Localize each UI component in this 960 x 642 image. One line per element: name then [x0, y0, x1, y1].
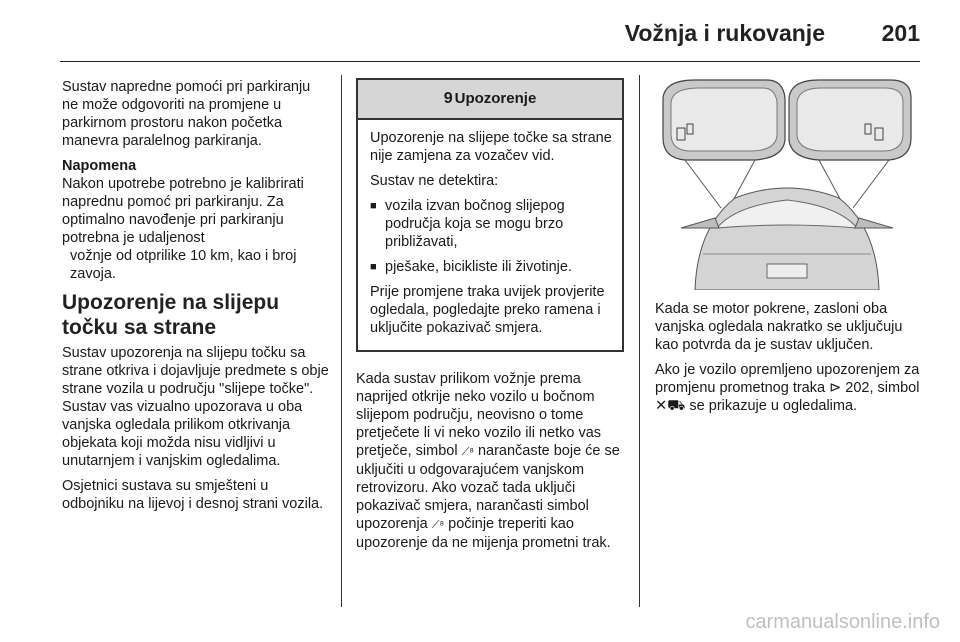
paragraph — [655, 361, 923, 415]
intro-paragraph: Sustav napredne pomoći pri parkiranju ne može odgovoriti na promjene u parkirnom prostoru nakon početka manevra paralelnog parkiranja. — [62, 79, 311, 149]
list-item-text: pješake, bicikliste ili životinje. — [385, 259, 572, 275]
warning-text: Prije promjene traka uvijek provjerite ogledala, pogledajte preko ramena i uključite pokazivač smjera. — [370, 284, 605, 336]
page-reference-icon: ⊳ — [829, 380, 842, 396]
section-title: Vožnja i rukovanje — [624, 20, 825, 46]
blind-spot-symbol-icon: ⟋⁸ — [461, 446, 474, 458]
warning-text: Sustav ne detektira: — [370, 173, 499, 189]
paragraph: Sustav upozorenja na slijepu točku sa strane otkriva i dojavljuje predmete s obje strane vozila u području "slijepe točke". Sustav vas vizualno upozorava u oba vanjska ogledala prilikom otkrivanja objekata koji možda nisu vidljivi u unutarnjem i vanjskim ogledalima. — [62, 345, 329, 469]
note-heading: Napomena — [62, 158, 137, 174]
note-text: Nakon upotrebe potrebno je kalibrirati naprednu pomoć pri parkiranju. Za optimalno navođenje pri parkiranju potrebna je udaljenost — [62, 176, 304, 246]
page-header — [0, 0, 960, 62]
mirrors-illustration — [655, 78, 919, 290]
bullet-square-icon: ■ — [370, 261, 377, 273]
paragraph-part: se prikazuje u ogledalima. — [689, 398, 858, 414]
page-reference[interactable]: 202, simbol — [845, 380, 920, 396]
list-item — [370, 258, 612, 276]
note-text-cont: vožnje od otprilike 10 km, kao i broj zavoja. — [70, 248, 297, 282]
watermark: carmanualsonline.info — [745, 611, 940, 633]
section-heading: Upozorenje na slijepu točku sa strane — [62, 291, 280, 339]
column-middle — [356, 78, 624, 559]
paragraph: Osjetnici sustava su smješteni u odbojniku na lijevoj i desnoj strani vozila. — [62, 478, 324, 512]
warning-body — [358, 120, 622, 350]
list-item — [370, 197, 612, 251]
bullet-square-icon: ■ — [370, 200, 377, 212]
blind-spot-symbol-icon: ⟋⁸ — [431, 519, 445, 531]
warning-header — [358, 80, 622, 120]
page-number: 201 — [881, 20, 920, 46]
warning-title: Upozorenje — [454, 90, 537, 107]
paragraph-part: počinje treperiti kao upozorenje da ne mijenja prometni trak. — [356, 516, 611, 551]
warning-box — [356, 78, 624, 352]
warning-text: Upozorenje na slijepe točke sa strane nije zamjena za vozačev vid. — [370, 130, 612, 164]
header-rule — [60, 61, 920, 62]
lane-change-symbol-icon: ✕⛟ — [655, 398, 686, 414]
paragraph: Kada se motor pokrene, zasloni oba vanjska ogledala nakratko se uključuju kao potvrda da je sustav uključen. — [655, 301, 903, 353]
column-left — [62, 78, 330, 520]
column-divider — [341, 75, 342, 607]
paragraph — [356, 370, 624, 552]
paragraph-part: Ako je vozilo opremljeno upozorenjem za promjenu prometnog traka — [655, 362, 920, 396]
column-right — [655, 78, 923, 422]
paragraph-part: Kada sustav prilikom vožnje prema naprijed otkrije neko vozilo u bočnom slijepom području, neovisno o tome pretječete li vi neko vozilo ili netko vas pretječe, simbol — [356, 371, 602, 459]
paragraph-part: narančaste boje će se uključiti u odgovarajućem vanjskom retrovizoru. Ako vozač tada uključi pokazivač smjera, narančasti simbol upozorenja — [356, 443, 620, 532]
column-divider — [639, 75, 640, 607]
warning-triangle-icon: 9 — [443, 90, 453, 107]
list-item-text: vozila izvan bočnog slijepog područja koja se mogu brzo približavati, — [385, 198, 565, 250]
